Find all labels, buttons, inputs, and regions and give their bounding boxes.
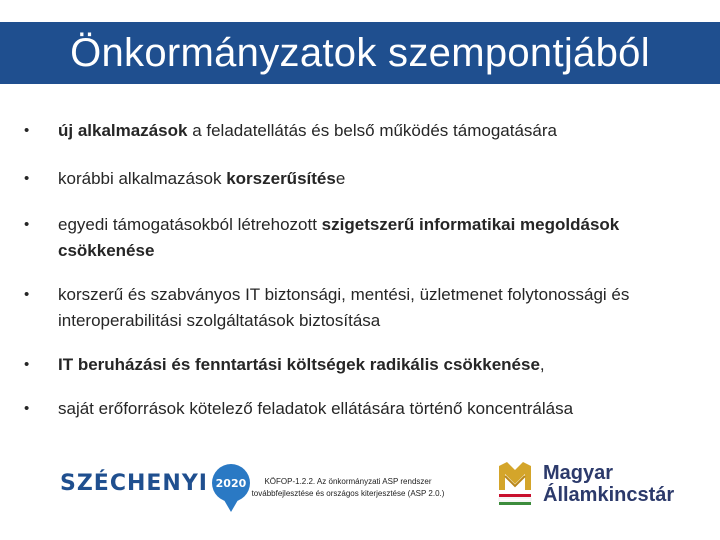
project-caption (228, 476, 468, 500)
bullet-dot: • (24, 400, 30, 417)
bullet-text (58, 352, 545, 378)
allamkincstar-wordmark (543, 462, 674, 506)
bullet-bold: IT beruházási és fenntartási költségek radikális csökkenése (58, 355, 540, 374)
bullet-plain: e (335, 169, 346, 188)
bullet-list (24, 110, 694, 422)
bullet-plain: egyedi támogatásokból létrehozott (58, 215, 322, 234)
bullet-dot: • (24, 170, 30, 187)
szechenyi-badge: 2020 (212, 464, 250, 502)
szechenyi-text: SZÉCHENYI (60, 470, 208, 496)
szechenyi-logo (60, 464, 250, 502)
title-bar (0, 22, 720, 84)
bullet-dot: • (24, 122, 30, 139)
bullet-item (24, 212, 694, 264)
bullet-dot: • (24, 356, 30, 373)
bullet-item (24, 396, 694, 422)
allamkincstar-line-2: Államkincstár (543, 484, 675, 506)
project-line-1: KÖFOP-1.2.2. Az önkormányzati ASP rendszer (264, 477, 432, 486)
bullet-item (24, 118, 694, 144)
allamkincstar-emblem-icon (495, 460, 535, 508)
bullet-text (58, 212, 694, 264)
bullet-bold: szigetszerű informatikai megoldások csökkenése (58, 215, 620, 260)
bullet-text (58, 118, 557, 144)
allamkincstar-line-1: Magyar (543, 462, 614, 484)
bullet-dot: • (24, 286, 30, 303)
bullet-bold: korszerűsítés (226, 169, 336, 188)
bullet-text: korszerű és szabványos IT biztonsági, mentési, üzletmenet folytonossági és interoperabilitási szolgáltatások biztosítása (58, 285, 630, 330)
bullet-text: saját erőforrások kötelező feladatok ellátására történő koncentrálása (58, 399, 574, 418)
bullet-bold: új alkalmazások (58, 121, 188, 140)
bullet-dot: • (24, 216, 30, 233)
slide-title: Önkormányzatok szempontjából (70, 30, 650, 75)
bullet-text (58, 166, 345, 192)
bullet-item (24, 352, 694, 378)
bullet-item (24, 166, 694, 192)
bullet-plain: a feladatellátás és belső működés támogatására (187, 121, 557, 140)
bullet-plain: , (539, 355, 545, 374)
project-line-2: továbbfejlesztése és országos kiterjesztése (ASP 2.0.) (251, 489, 445, 498)
bullet-plain: korábbi alkalmazások (58, 169, 227, 188)
allamkincstar-logo (495, 460, 674, 508)
bullet-item (24, 282, 694, 334)
footer (0, 450, 720, 530)
